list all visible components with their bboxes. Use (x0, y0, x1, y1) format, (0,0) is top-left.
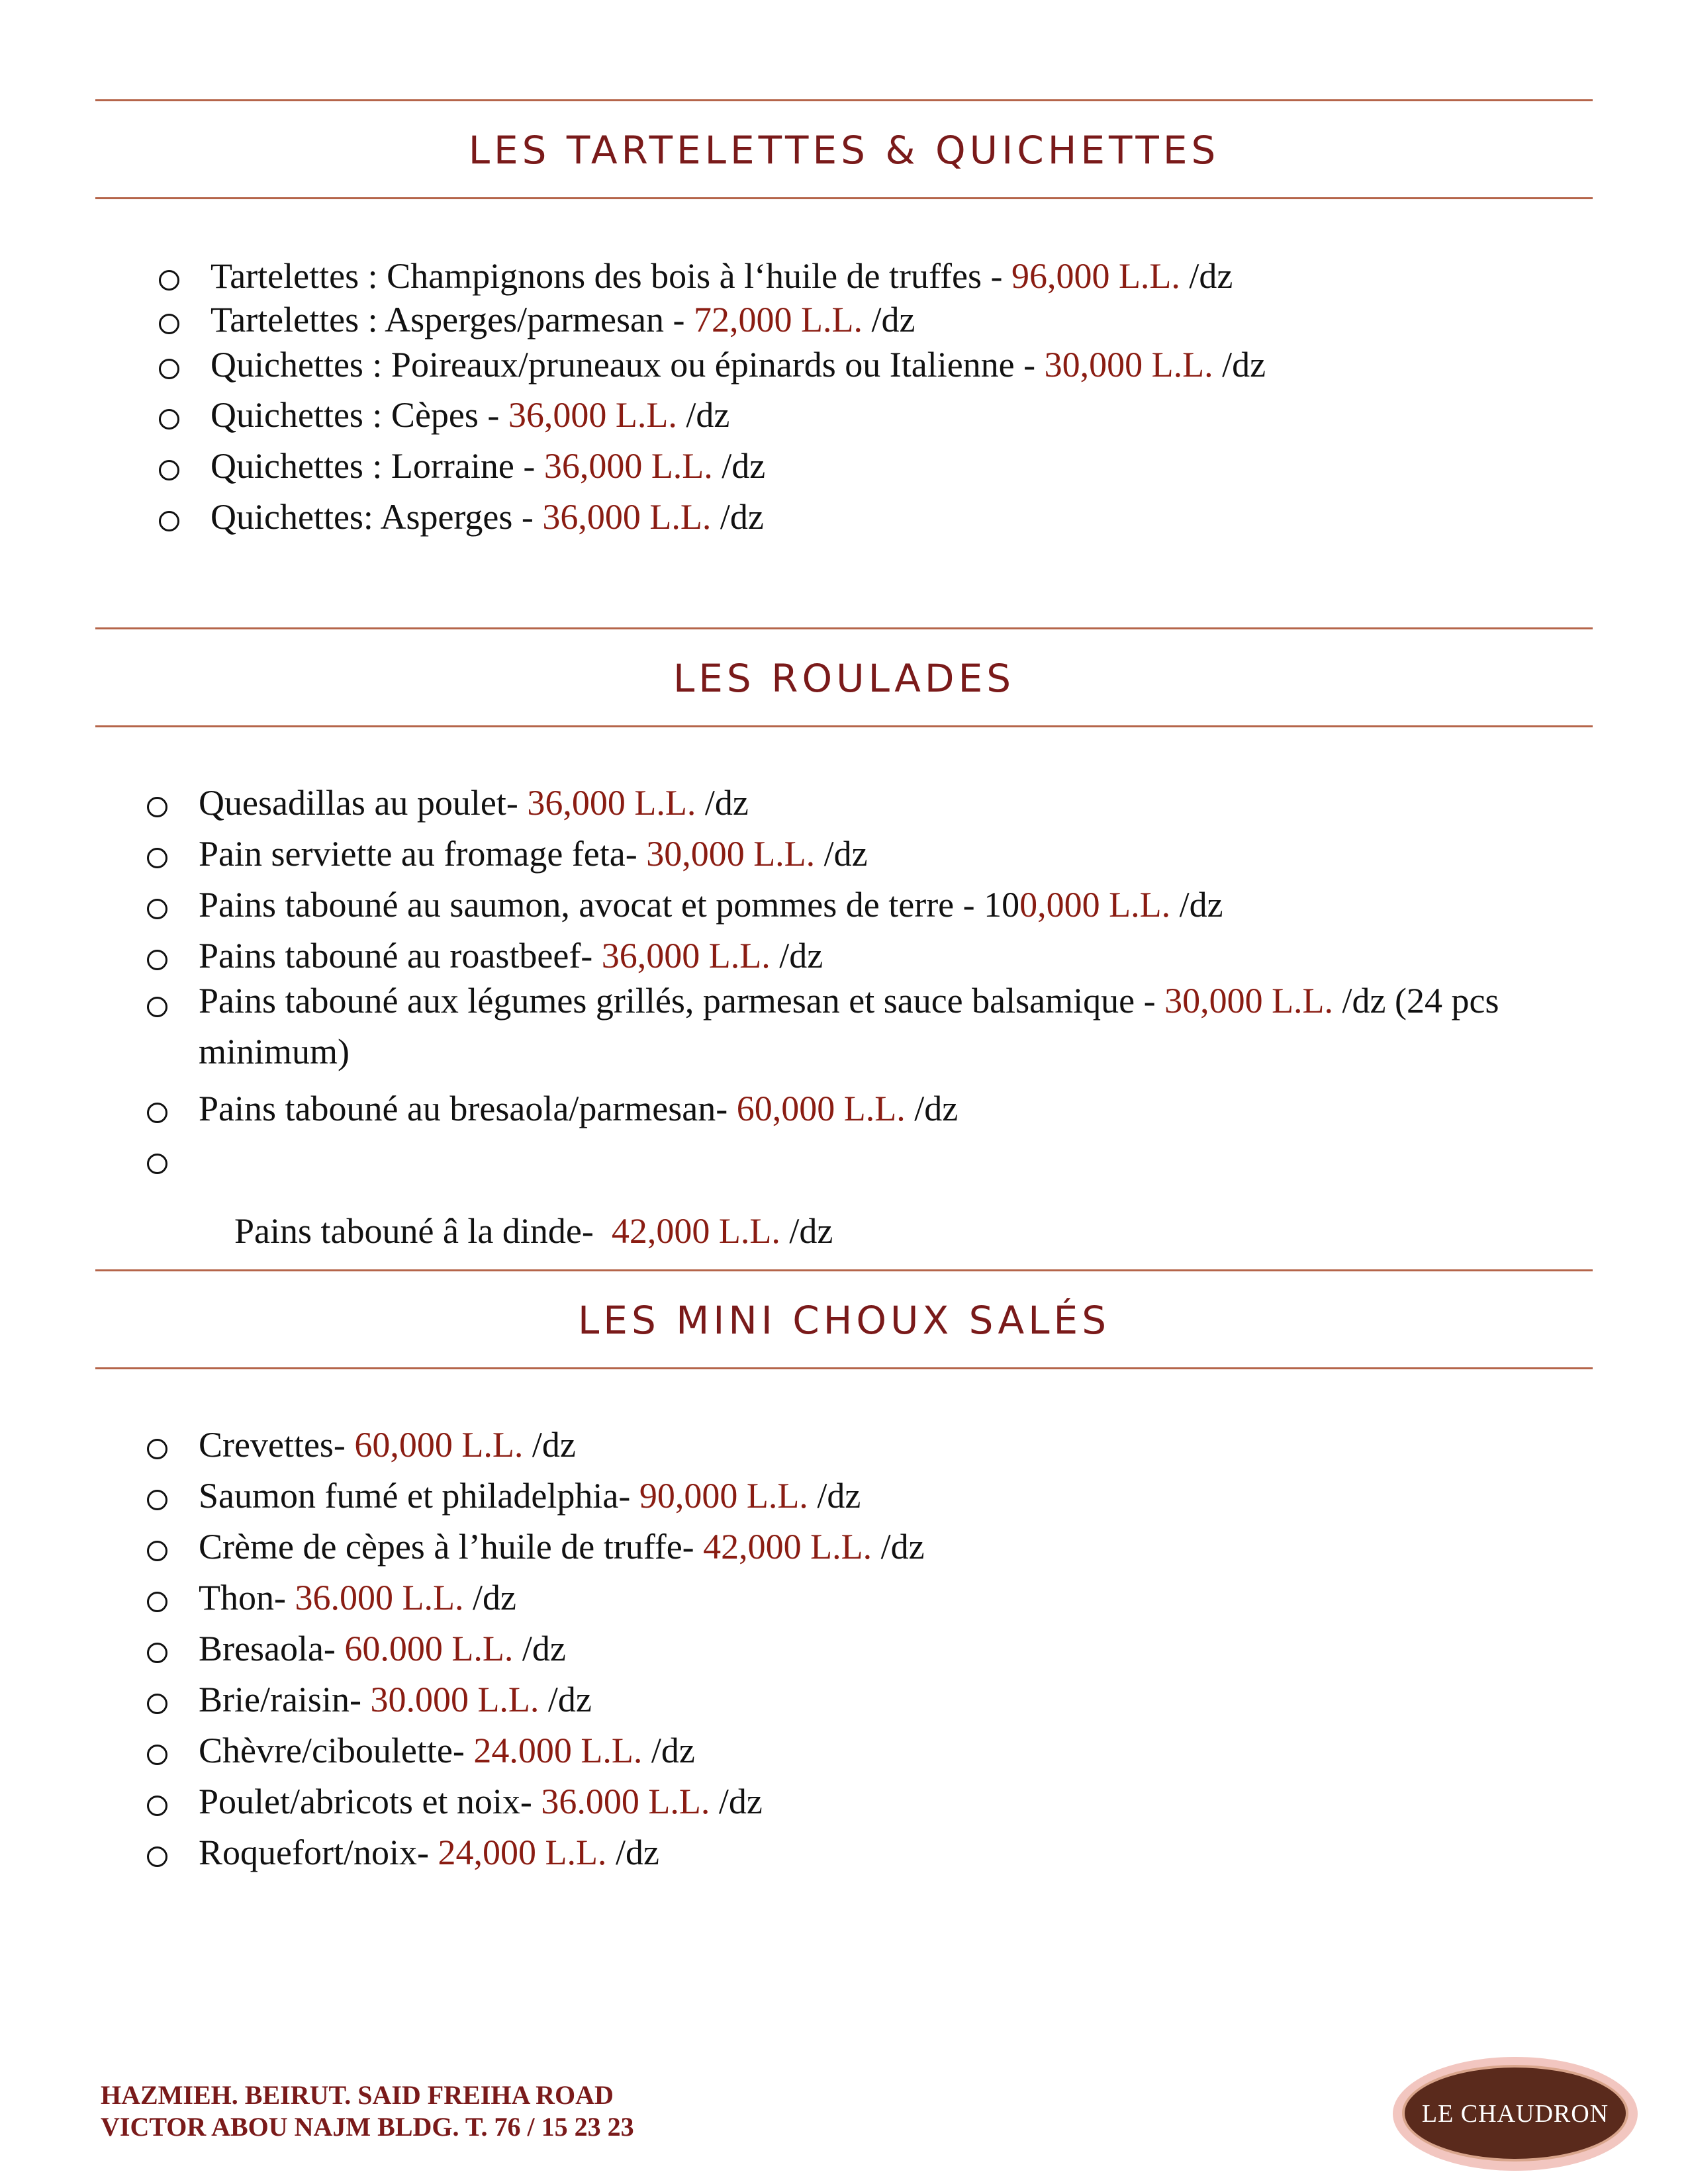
list-item: Chèvre/ciboulette- 24.000 L.L. /dz (199, 1733, 695, 1768)
item-price: 24.000 L.L. (473, 1731, 643, 1770)
item-price: 0,000 L.L. (1019, 885, 1171, 925)
item-price: 60,000 L.L. (736, 1089, 906, 1128)
circle-bullet-icon (147, 1490, 167, 1510)
list-item: Roquefort/noix- 24,000 L.L. /dz (199, 1835, 659, 1870)
list-item: Pain serviette au fromage feta- 30,000 L.L. /dz (199, 836, 868, 872)
list-item: Thon- 36.000 L.L. /dz (199, 1580, 516, 1615)
section-title-tartelettes: LES TARTELETTES & QUICHETTES (468, 128, 1220, 173)
list-item: Pains tabouné au bresaola/parmesan- 60,000 L.L. /dz (199, 1091, 958, 1126)
circle-bullet-icon (147, 1103, 167, 1123)
list-item: Quichettes: Asperges - 36,000 L.L. /dz (211, 499, 764, 535)
list-item: Quichettes : Cèpes - 36,000 L.L. /dz (211, 397, 729, 433)
circle-bullet-icon (147, 848, 167, 868)
list-item: Crème de cèpes à l’huile de truffe- 42,000 L.L. /dz (199, 1529, 925, 1565)
circle-bullet-icon (159, 314, 179, 334)
section-divider (95, 1269, 1593, 1271)
circle-bullet-icon (159, 409, 179, 430)
item-price: 30,000 L.L. (1044, 345, 1213, 385)
item-price: 36,000 L.L. (543, 446, 713, 486)
footer-line-1: HAZMIEH. BEIRUT. SAID FREIHA ROAD (101, 2080, 614, 2110)
section-divider (95, 725, 1593, 727)
list-item: Quichettes : Poireaux/pruneaux ou épinards ou Italienne - 30,000 L.L. /dz (211, 347, 1266, 383)
list-item: Pains tabouné au roastbeef- 36,000 L.L. /dz (199, 938, 823, 974)
item-price: 60.000 L.L. (344, 1629, 514, 1668)
list-item: Brie/raisin- 30.000 L.L. /dz (199, 1682, 592, 1717)
circle-bullet-icon (159, 359, 179, 379)
circle-bullet-icon (147, 1796, 167, 1816)
item-price: 30,000 L.L. (1164, 981, 1334, 1021)
circle-bullet-icon (147, 1643, 167, 1663)
circle-bullet-icon (147, 1541, 167, 1561)
section-divider (95, 627, 1593, 629)
section-divider (95, 197, 1593, 199)
circle-bullet-icon (147, 997, 167, 1017)
section-title-mini-choux: LES MINI CHOUX SALÉS (577, 1298, 1111, 1343)
item-price: 36,000 L.L. (542, 497, 712, 537)
item-price: 36.000 L.L. (541, 1782, 710, 1821)
list-item: Quesadillas au poulet- 36,000 L.L. /dz (199, 785, 749, 821)
circle-bullet-icon (159, 270, 179, 291)
item-price: 42,000 L.L. (703, 1527, 872, 1567)
circle-bullet-icon (147, 1592, 167, 1612)
item-price: 30.000 L.L. (370, 1680, 539, 1719)
list-item: Crevettes- 60,000 L.L. /dz (199, 1427, 576, 1463)
circle-bullet-icon (159, 511, 179, 531)
list-item: Poulet/abricots et noix- 36.000 L.L. /dz (199, 1784, 763, 1819)
section-divider (95, 99, 1593, 101)
item-price: 42,000 L.L. (611, 1211, 780, 1251)
list-item: Quichettes : Lorraine - 36,000 L.L. /dz (211, 448, 765, 484)
list-item: Pains tabouné â la dinde- 42,000 L.L. /dz (199, 1142, 833, 1285)
circle-bullet-icon (147, 797, 167, 817)
circle-bullet-icon (147, 899, 167, 919)
circle-bullet-icon (147, 1154, 167, 1174)
circle-bullet-icon (159, 460, 179, 480)
footer-line-2: VICTOR ABOU NAJM BLDG. T. 76 / 15 23 23 (101, 2112, 634, 2142)
item-price: 36,000 L.L. (601, 936, 771, 976)
list-item: Tartelettes : Asperges/parmesan - 72,000 L.L. /dz (211, 302, 915, 338)
item-price: 36,000 L.L. (508, 395, 677, 435)
circle-bullet-icon (147, 1745, 167, 1765)
item-price: 72,000 L.L. (693, 300, 863, 340)
item-price: 90,000 L.L. (639, 1476, 808, 1516)
section-title-roulades: LES ROULADES (673, 656, 1015, 701)
item-price: 30,000 L.L. (646, 834, 816, 874)
circle-bullet-icon (147, 1846, 167, 1867)
circle-bullet-icon (147, 1694, 167, 1714)
list-item: Pains tabouné aux légumes grillés, parmesan et sauce balsamique - 30,000 L.L. /dz (24 pcs minimum) (199, 976, 1556, 1077)
circle-bullet-icon (147, 950, 167, 970)
footer-address (101, 2079, 634, 2143)
logo-text: LE CHAUDRON (1421, 2100, 1609, 2128)
section-divider (95, 1367, 1593, 1369)
item-price: 24,000 L.L. (438, 1833, 607, 1872)
item-price: 36.000 L.L. (295, 1578, 464, 1617)
list-item: Saumon fumé et philadelphia- 90,000 L.L. /dz (199, 1478, 861, 1514)
item-price: 60,000 L.L. (354, 1425, 524, 1465)
list-item: Bresaola- 60.000 L.L. /dz (199, 1631, 566, 1666)
circle-bullet-icon (147, 1439, 167, 1459)
list-item: Pains tabouné au saumon, avocat et pommes de terre - 100,000 L.L. /dz (199, 887, 1223, 923)
item-price: 36,000 L.L. (527, 783, 696, 823)
list-item: Tartelettes : Champignons des bois à l‘huile de truffes - 96,000 L.L. /dz (211, 258, 1233, 294)
item-price: 96,000 L.L. (1011, 256, 1180, 296)
